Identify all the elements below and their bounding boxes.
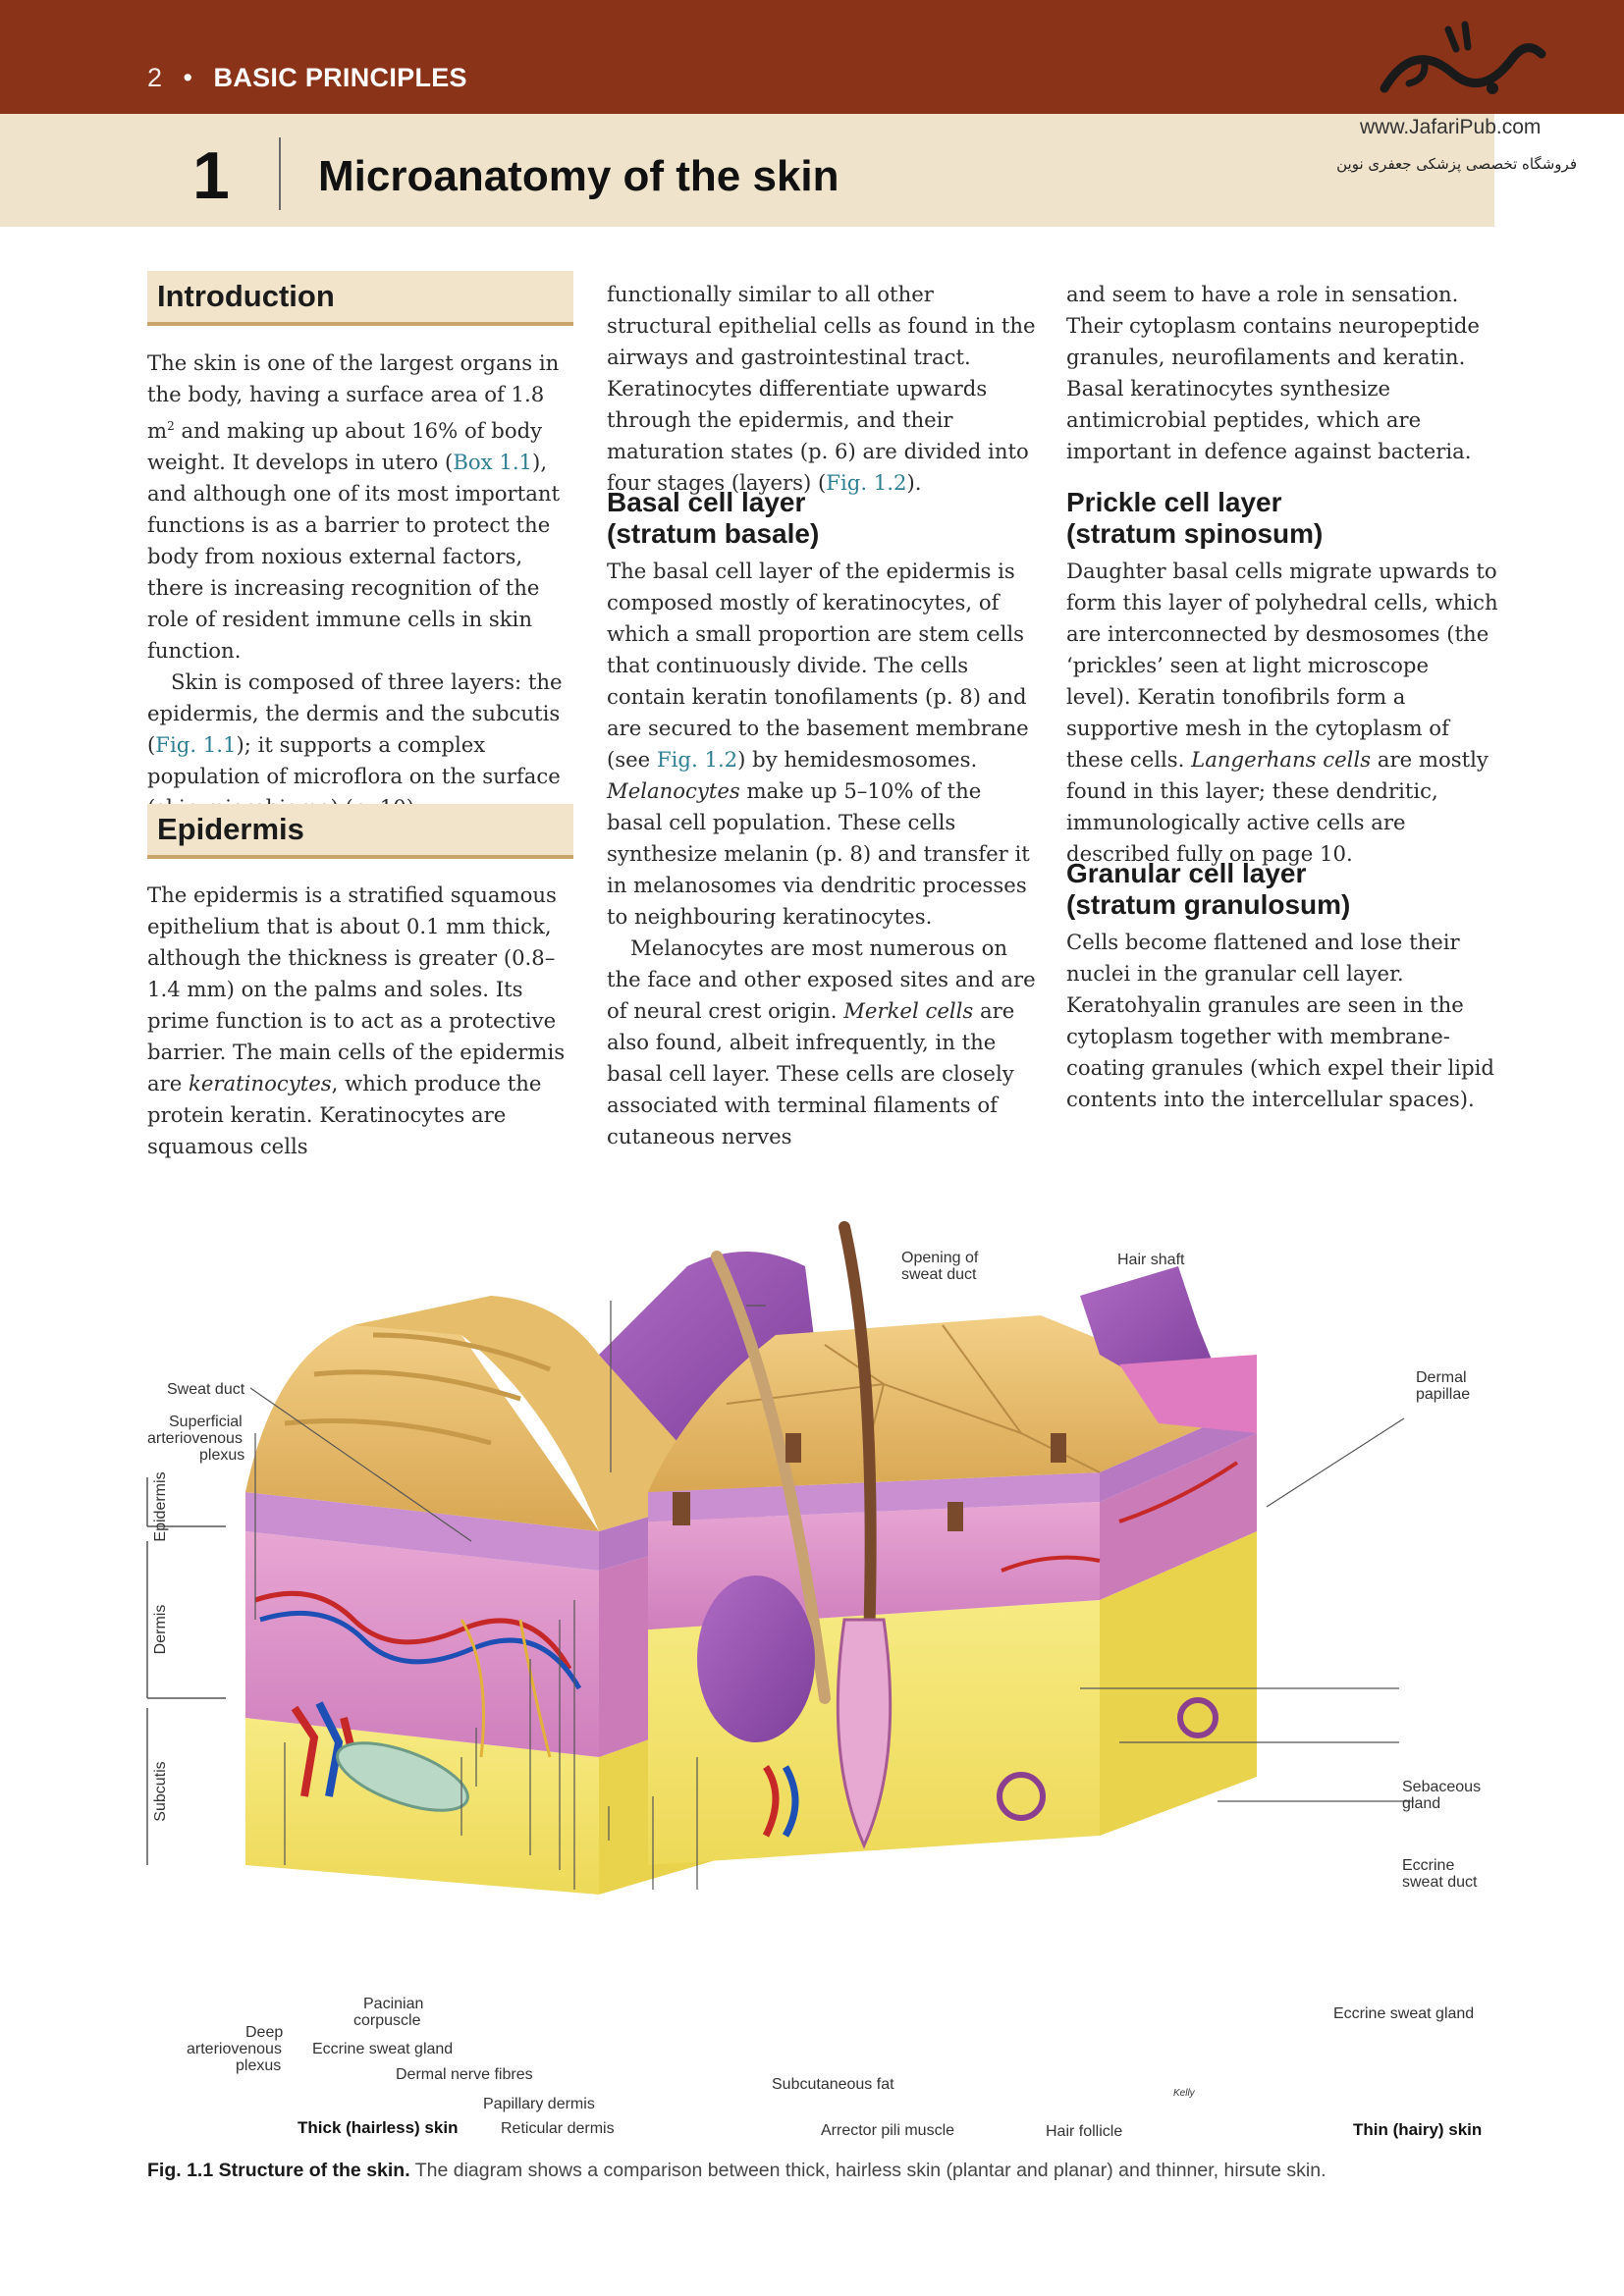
label-opening-1: Opening of xyxy=(901,1250,979,1266)
basal-cell-text xyxy=(607,556,1039,1152)
label-dermal-nerve-fibres: Dermal nerve fibres xyxy=(396,2066,533,2083)
subheading-basal-cell-layer: Basal cell layer (stratum basale) xyxy=(607,487,820,549)
link-box-1-1[interactable]: Box 1.1 xyxy=(453,450,533,475)
label-thick-skin: Thick (hairless) skin xyxy=(298,2118,459,2137)
prickle-cell-text xyxy=(1066,556,1498,870)
label-deep-2: arteriovenous xyxy=(187,2041,282,2057)
section-heading-text: Epidermis xyxy=(157,812,304,846)
label-superficial-3: plexus xyxy=(199,1447,245,1464)
chapter-divider xyxy=(279,137,281,210)
paragraph: The basal cell layer of the epidermis is composed mostly of keratinocytes, of which a small proportion are stem cells that continuously divide. The cells contain keratin tonofilaments (p. 8) and are secured to the basement membrane (see Fig. 1.2) by hemidesmosomes. Melanocytes make up 5–10% of the basal cell population. These cells synthesize melanin (p. 8) and transfer it in melanosomes via dendritic processes to neighbouring keratinocytes. xyxy=(607,559,1030,929)
link-fig-1-2[interactable]: Fig. 1.2 xyxy=(656,747,738,772)
label-hair-follicle: Hair follicle xyxy=(1046,2123,1123,2140)
label-subcutis: Subcutis xyxy=(152,1761,169,1822)
paragraph: and seem to have a role in sensation. Their cytoplasm contains neuropeptide granules, neurofilaments and keratin. Basal keratinocytes synthesize antimicrobial peptides, which are important in defence against bacteria. xyxy=(1066,282,1480,463)
label-papillary-dermis: Papillary dermis xyxy=(483,2096,595,2112)
label-superficial-1: Superficial xyxy=(169,1414,243,1430)
publisher-logo-icon xyxy=(1355,20,1551,118)
label-opening-2: sweat duct xyxy=(901,1266,977,1283)
label-pacinian-1: Pacinian xyxy=(363,1996,424,2012)
label-hair-shaft: Hair shaft xyxy=(1117,1252,1185,1268)
subheading-prickle-cell-layer: Prickle cell layer (stratum spinosum) xyxy=(1066,487,1324,549)
label-epidermis: Epidermis xyxy=(152,1471,169,1542)
link-fig-1-2[interactable]: Fig. 1.2 xyxy=(826,470,907,495)
figure-caption-label: Fig. 1.1 Structure of the skin. xyxy=(147,2160,410,2181)
section-heading-epidermis xyxy=(147,804,573,859)
epidermis-text xyxy=(147,880,568,1162)
page-number: 2 xyxy=(147,63,163,92)
publisher-url: www.JafariPub.com xyxy=(1360,116,1542,138)
paragraph: Melanocytes are most numerous on the face and other exposed sites and are of neural crest origin. Merkel cells are also found, albeit infrequently, in the basal cell layer. These cells are closely associated with terminal filaments of cutaneous nerves xyxy=(607,935,1036,1148)
label-eccrine-sweat-gland-right: Eccrine sweat gland xyxy=(1333,2005,1475,2022)
label-thin-skin: Thin (hairy) skin xyxy=(1353,2120,1483,2139)
label-eccrine-duct-1: Eccrine xyxy=(1402,1857,1455,1874)
chapter-title: Microanatomy of the skin xyxy=(318,152,839,200)
link-fig-1-1[interactable]: Fig. 1.1 xyxy=(155,732,237,758)
publisher-tagline: فروشگاه تخصصی پزشکی جعفری نوین xyxy=(1336,155,1577,173)
section-heading-text: Introduction xyxy=(157,279,335,313)
paragraph: functionally similar to all other structural epithelial cells as found in the airways and gastrointestinal tract. Keratinocytes differentiate upwards through the epidermis, and their maturation states (p. 6) are divided into four stages (layers) (Fig. 1.2). xyxy=(607,282,1036,495)
label-eccrine-duct-2: sweat duct xyxy=(1402,1874,1478,1891)
paragraph: Cells become flattened and lose their nuclei in the granular cell layer. Keratohyalin granules are seen in the cytoplasm together with membrane-coating granules (which expel their lipid contents into the intercellular spaces). xyxy=(1066,930,1494,1111)
label-subcutaneous-fat: Subcutaneous fat xyxy=(772,2076,894,2093)
skin-structure-figure xyxy=(137,1207,1492,2150)
chapter-number: 1 xyxy=(192,138,230,213)
figure-caption xyxy=(147,2160,1502,2182)
label-reticular-dermis: Reticular dermis xyxy=(501,2120,615,2137)
artist-signature: Kelly xyxy=(1173,2088,1195,2099)
section-heading-introduction xyxy=(147,271,573,326)
label-sebaceous-1: Sebaceous xyxy=(1402,1779,1482,1795)
granular-cell-text xyxy=(1066,927,1498,1115)
label-deep-1: Deep xyxy=(245,2024,284,2041)
figure-caption-text: The diagram shows a comparison between thick, hairless skin (plantar and planar) and thinner, hirsute skin. xyxy=(409,2160,1326,2181)
label-eccrine-sweat-gland: Eccrine sweat gland xyxy=(312,2041,454,2057)
running-head xyxy=(147,63,467,93)
subheading-granular-cell-layer: Granular cell layer (stratum granulosum) xyxy=(1066,858,1351,920)
paragraph: Daughter basal cells migrate upwards to form this layer of polyhedral cells, which are interconnected by desmosomes (the ‘prickles’ seen at light microscope level). Keratin tonofibrils form a supportive mesh in the cytoplasm of these cells. Langerhans cells are mostly found in this layer; these dendritic, immunologically active cells are described fully on page 10. xyxy=(1066,559,1498,866)
bullet: • xyxy=(183,63,192,92)
label-dermis: Dermis xyxy=(152,1604,169,1655)
label-superficial-2: arteriovenous xyxy=(147,1430,243,1447)
label-deep-3: plexus xyxy=(236,2057,282,2074)
label-sebaceous-2: gland xyxy=(1402,1795,1441,1812)
label-arrector-pili: Arrector pili muscle xyxy=(821,2122,955,2139)
thin-skin-block xyxy=(648,1227,1257,1865)
paragraph: The epidermis is a stratified squamous epithelium that is about 0.1 mm thick, although the thickness is greater (0.8–1.4 mm) on the palms and soles. Its prime function is to act as a protective barrier. The main cells of the epidermis are keratinocytes, which produce the protein keratin. Keratinocytes are squamous cells xyxy=(147,882,566,1158)
label-pacinian-2: corpuscle xyxy=(353,2012,421,2029)
column-3-top-text xyxy=(1066,279,1498,467)
label-dermal-papillae-1: Dermal xyxy=(1416,1369,1467,1386)
paragraph: The skin is one of the largest organs in the body, having a surface area of 1.8 $m^2$ and making up about 16% of body weight. It develops in utero (Box 1.1), and although one of its most important functions is as a barrier to protect the body from noxious external factors, there is increasing recognition of the role of resident immune cells in skin function. xyxy=(147,350,560,664)
section-name: BASIC PRINCIPLES xyxy=(213,63,467,92)
paragraph: Skin is composed of three layers: the epidermis, the dermis and the subcutis (Fig. 1.1); it supports a complex population of microflora on the surface xyxy=(147,669,563,789)
label-dermal-papillae-2: papillae xyxy=(1416,1386,1471,1403)
column-2-top-text xyxy=(607,279,1039,499)
introduction-text xyxy=(147,347,568,824)
label-sweat-duct: Sweat duct xyxy=(167,1381,245,1398)
